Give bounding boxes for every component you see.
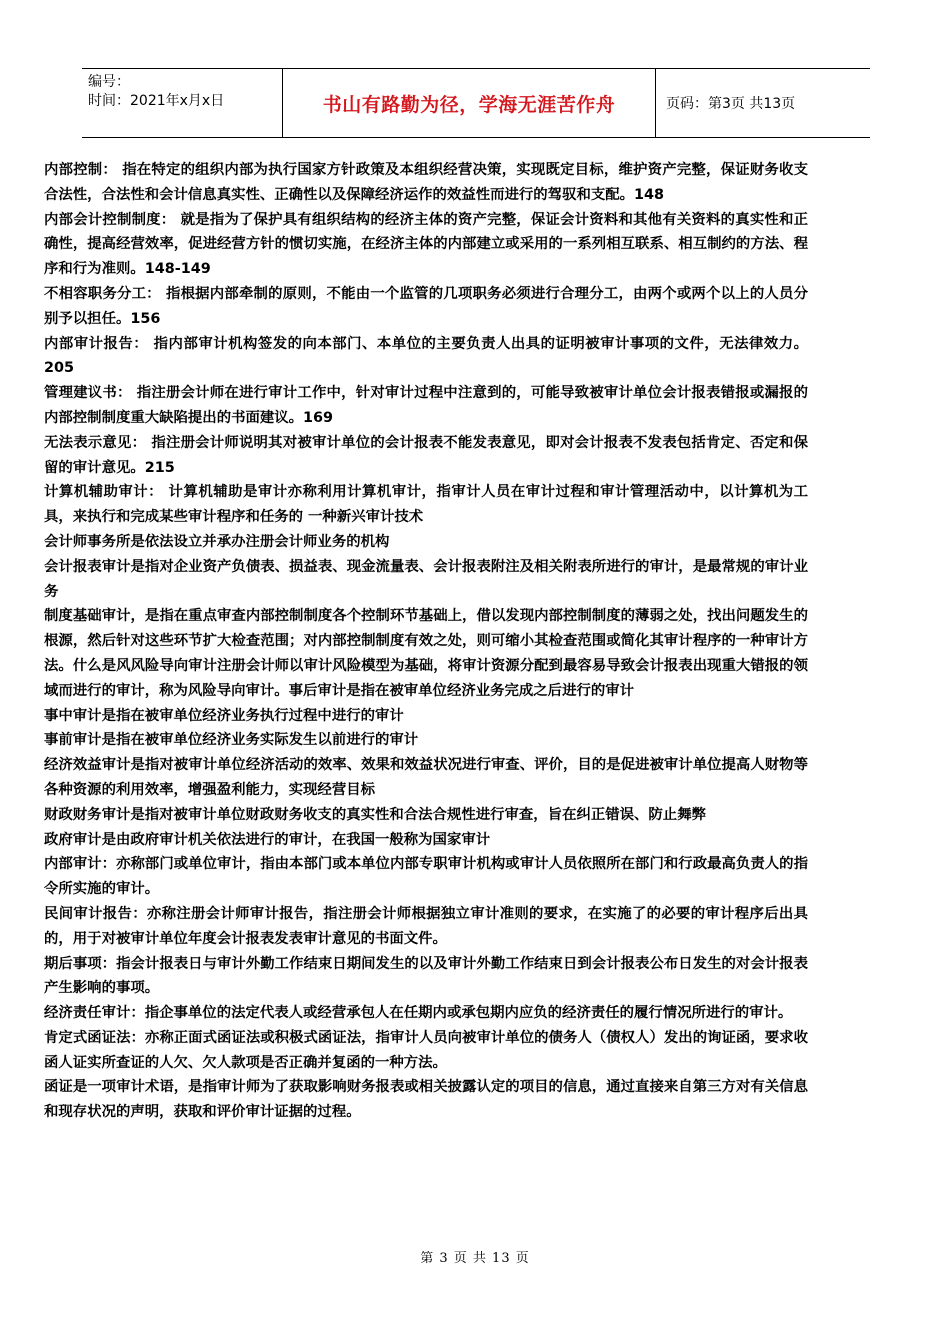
- page-footer: 第 3 页 共 13 页: [420, 1251, 530, 1266]
- header-page-number: 页码：第3页 共13页: [666, 96, 796, 112]
- serial-label: 编号：: [88, 74, 130, 90]
- definition-incompatible-duties: 不相容职务分工： 指根据内部牵制的原则，不能由一个监管的几项职务必须进行合理分工，由两个或两个以上的人员分别予以担任。156: [44, 285, 808, 327]
- definition-internal-accounting-control: 内部会计控制制度： 就是指为了保护具有组织结构的经济主体的资产完整，保证会计资料和其他有关资料的真实性和正确性，提高经营效率，促进经营方针的惯切实施，在经济主体的内部建立或采用的一系列相互联系、相互制约的方法、程序和行为准则。148-149: [44, 211, 808, 278]
- definition-positive-confirmation: 肯定式函证法：亦称正面式函证法或积极式函证法，指审计人员向被审计单位的债务人（债权人）发出的询证函，要求收函人证实所查证的人欠、欠人款项是否正确并复函的一种方法。: [44, 1029, 808, 1071]
- definition-economic-benefit-audit: 经济效益审计是指对被审计单位经济活动的效率、效果和效益状况进行审查、评价，目的是促进被审计单位提高人财物等各种资源的利用效率，增强盈利能力，实现经营目标: [44, 757, 808, 798]
- date-label: 时间：2021年x月x日: [88, 93, 225, 109]
- definition-fiscal-audit: 财政财务审计是指对被审计单位财政财务收支的真实性和合法合规性进行审查，旨在纠正错误、防止舞弊: [44, 806, 706, 823]
- definition-confirmation: 函证是一项审计术语，是指审计师为了获取影响财务报表或相关披露认定的项目的信息，通过直接来自第三方对有关信息和现存状况的声明，获取和评价审计证据的过程。: [44, 1079, 808, 1121]
- definition-system-based-audit: 制度基础审计，是指在重点审查内部控制制度各个控制环节基础上，借以发现内部控制制度的薄弱之处，找出问题发生的根源，然后针对这些环节扩大检查范围；对内部控制制度有效之处，则可缩小其检查范围或简化其审计程序的一种审计方法。什么是风风险导向审计注册会计师以审计风险模型为基础，将审计资源分配到最容易导致会计报表出现重大错报的领域而进行的审计，称为风险导向审计。事后审计是指在被审单位经济业务完成之后进行的审计: [44, 608, 808, 699]
- header-motto: 书山有路勤为径，学海无涯苦作舟: [282, 69, 656, 137]
- page-header: [82, 68, 870, 138]
- definition-cpa-audit-report: 民间审计报告：亦称注册会计师审计报告，指注册会计师根据独立审计准则的要求，在实施了的必要的审计程序后出具的，用于对被审计单位年度会计报表发表审计意见的书面文件。: [44, 905, 808, 947]
- definition-disclaimer-opinion: 无法表示意见： 指注册会计师说明其对被审计单位的会计报表不能发表意见，即对会计报表不发表包括肯定、否定和保留的审计意见。215: [44, 434, 808, 476]
- definition-internal-audit-report: 内部审计报告： 指内部审计机构签发的向本部门、本单位的主要负责人出具的证明被审计事项的文件，无法律效力。205: [44, 335, 808, 377]
- definition-government-audit: 政府审计是由政府审计机关依法进行的审计，在我国一般称为国家审计: [44, 831, 491, 848]
- definition-pre-audit: 事前审计是指在被审单位经济业务实际发生以前进行的审计: [44, 732, 419, 749]
- definition-concurrent-audit: 事中审计是指在被审单位经济业务执行过程中进行的审计: [44, 707, 404, 724]
- definition-internal-control: 内部控制： 指在特定的组织内部为执行国家方针政策及本组织经营决策，实现既定目标，维护资产完整，保证财务收支合法性，合法性和会计信息真实性、正确性以及保障经济运作的效益性而进行的驾驭和支配。148: [44, 162, 808, 203]
- definition-management-letter: 管理建议书： 指注册会计师在进行审计工作中，针对审计过程中注意到的，可能导致被审计单位会计报表错报或漏报的内部控制制度重大缺陷提出的书面建议。169: [44, 385, 808, 426]
- header-meta: [82, 69, 282, 137]
- definition-subsequent-events: 期后事项：指会计报表日与审计外勤工作结束日期间发生的以及审计外勤工作结束日到会计报表公布日发生的对会计报表产生影响的事项。: [44, 955, 808, 997]
- definition-internal-audit: 内部审计：亦称部门或单位审计，指由本部门或本单位内部专职审计机构或审计人员依照所在部门和行政最高负责人的指令所实施的审计。: [44, 856, 808, 898]
- definition-accounting-firm: 会计师事务所是依法设立并承办注册会计师业务的机构: [44, 533, 390, 550]
- definition-computer-assisted-audit: 计算机辅助审计： 计算机辅助是审计亦称利用计算机审计，指审计人员在审计过程和审计管理活动中，以计算机为工具，来执行和完成某些审计程序和任务的 一种新兴审计技术: [44, 484, 808, 526]
- document-body: [44, 158, 808, 1125]
- definition-economic-responsibility-audit: 经济责任审计：指企事单位的法定代表人或经营承包人在任期内或承包期内应负的经济责任的履行情况所进行的审计。: [44, 1005, 793, 1022]
- definition-statement-audit: 会计报表审计是指对企业资产负债表、损益表、现金流量表、会计报表附注及相关附表所进行的审计，是最常规的审计业务: [44, 558, 808, 600]
